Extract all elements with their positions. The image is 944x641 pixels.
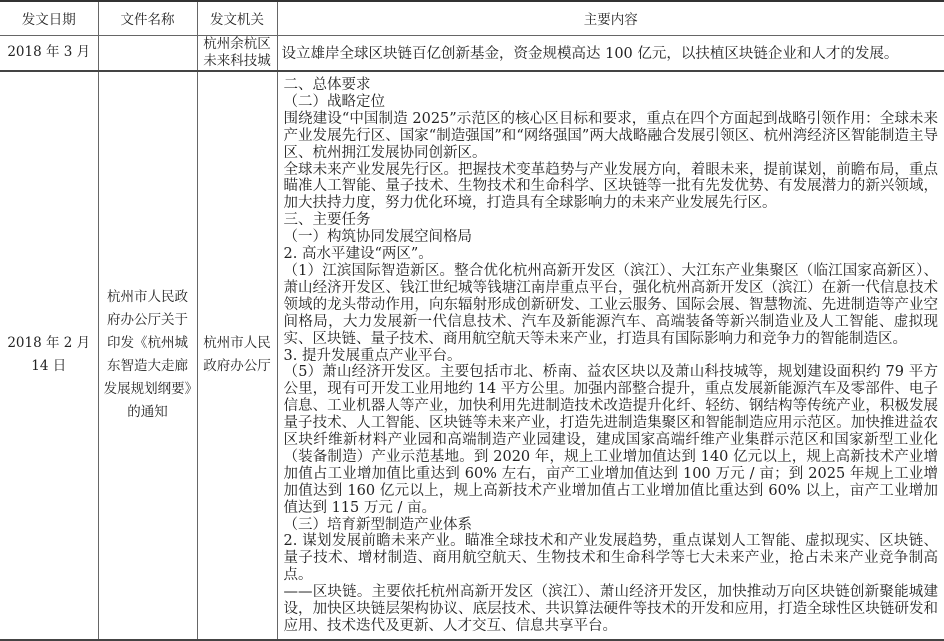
header-name: 文件名称	[98, 1, 197, 35]
table-row	[0, 71, 944, 640]
header-issuer: 发文机关	[197, 1, 277, 35]
content-paragraph: 三、主要任务	[283, 212, 371, 229]
content-paragraph: 围绕建设“中国制造 2025”示范区的核心区目标和要求，重点在四个方面起到战略引领作用：全球未来产业发展先行区、国家“制造强国”和“网络强国”两大战略融合发展引领区、杭州湾经济区智能制造主导区、杭州拥江发展协同创新区。	[283, 110, 938, 161]
content-paragraph: 2. 谋划发展前瞻未来产业。瞄准全球技术和产业发展趋势，重点谋划人工智能、虚拟现实、区块链、量子技术、增材制造、商用航空航天、生物技术和生命科学等七大未来产业，抢占未来产业竞争制高点。	[283, 533, 938, 584]
table-header-row	[0, 1, 944, 35]
content-paragraph: 2. 高水平建设“两区”。	[283, 246, 433, 263]
content-paragraph: 3. 提升发展重点产业平台。	[283, 347, 462, 364]
cell-name	[98, 35, 197, 71]
content-paragraph: （1）江滨国际智造新区。整合优化杭州高新开发区（滨江）、大江东产业集聚区（临江国家高新区）、萧山经济开发区、钱江世纪城等钱塘江南岸重点平台，强化杭州高新开发区（滨江）在新一代信息技术领域的龙头带动作用，向东辐射形成创新研发、工业云服务、国际会展、智慧物流、先进制造等产业空间格局，大力发展新一代信息技术、汽车及新能源汽车、高端装备等新兴制造业及人工智能、虚拟现实、区块链、量子技术、商用航空航天等未来产业，打造具有国际影响力和竞争力的智能制造区。	[283, 262, 938, 347]
header-date: 发文日期	[0, 1, 98, 35]
cell-issuer: 杭州余杭区未来科技城	[197, 35, 277, 71]
cell-date: 2018 年 3 月	[0, 35, 98, 71]
cell-date: 2018 年 2 月 14 日	[0, 71, 98, 640]
content-paragraph: （一）构筑协同发展空间格局	[283, 229, 472, 246]
content-paragraph: 全球未来产业发展先行区。把握技术变革趋势与产业发展方向，着眼未来，提前谋划，前瞻布局，重点瞄准人工智能、量子技术、生物技术和生命科学、区块链等一批有先发优势、有发展潜力的新兴领域，加大扶持力度，努力优化环境，打造具有全球影响力的未来产业发展先行区。	[283, 161, 938, 212]
cell-name: 杭州市人民政府办公厅关于印发《杭州城东智造大走廊发展规划纲要》的通知	[98, 71, 197, 640]
content-paragraph: （三）培育新型制造产业体系	[283, 516, 472, 533]
content-paragraph: ——区块链。主要依托杭州高新开发区（滨江）、萧山经济开发区，加快推动万向区块链创新聚能城建设，加快区块链层架构协议、底层技术、共识算法硬件等技术的开发和应用，打造全球性区块链研发和应用、技术迭代及更新、人才交互、信息共享平台。	[283, 584, 938, 634]
cell-content	[277, 71, 944, 640]
content-paragraph: （5）萧山经济开发区。主要包括市北、桥南、益农区块以及萧山科技城等，规划建设面积约 79 平方公里，现有可开发工业用地约 14 平方公里。加强内部整合提升，重点发展新能源汽车及零部件、电子信息、工业机器人等产业，加快利用先进制造技术改造提升化纤、轻纺、钢结构等传统产业，积极发展量子技术、人工智能、区块链等未来产业，打造先进制造集聚区和智能制造应用示范区。加快推进益农区块纤维新材料产业园和高端制造产业园建设，建成国家高端纤维产业集群示范区和国家新型工业化（装备制造）产业示范基地。到 2020 年，规上工业增加值达到 140 亿元以上，规上高新技术产业增加值占工业增加值比重达到 60% 左右，亩产工业增加值达到 100 万元 / 亩；到 2025 年规上工业增加值达到 160 亿元以上，规上高新技术产业增加值占工业增加值比重达到 60% 以上，亩产工业增加值达到 115 万元 / 亩。	[283, 364, 938, 516]
header-content: 主要内容	[277, 1, 944, 35]
content-paragraph: （二）战略定位	[283, 93, 385, 110]
table-row	[0, 35, 944, 71]
cell-content: 设立雄岸全球区块链百亿创新基金，资金规模高达 100 亿元，以扶植区块链企业和人才的发展。	[277, 35, 944, 71]
cell-issuer: 杭州市人民政府办公厅	[197, 71, 277, 640]
content-paragraph: 二、总体要求	[283, 77, 371, 93]
